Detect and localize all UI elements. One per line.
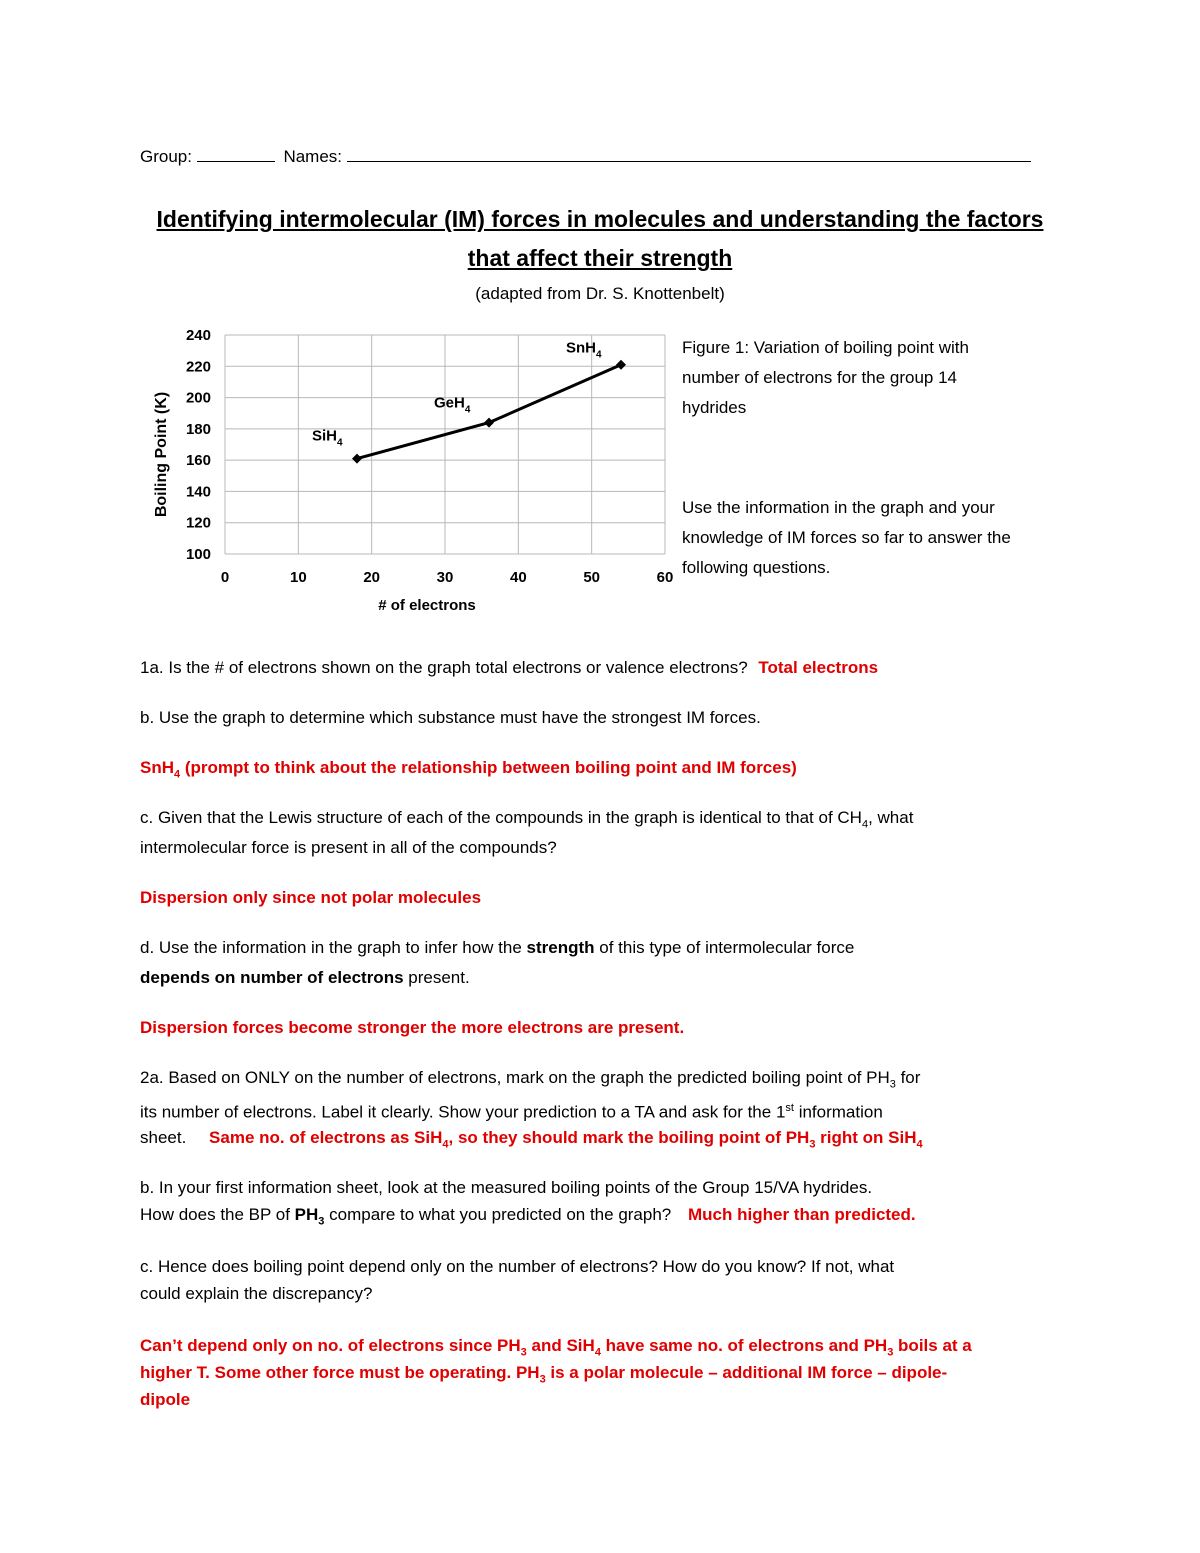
figure-caption-line1: Figure 1: Variation of boiling point with xyxy=(682,338,969,357)
question-2a: 2a. Based on ONLY on the number of electrons, mark on the graph the predicted boiling point of $PH_3$ for xyxy=(140,1068,921,1091)
question-2c-line2: could explain the discrepancy? xyxy=(140,1284,373,1303)
x-tick-label: 60 xyxy=(656,569,674,586)
x-tick-label: 10 xyxy=(289,569,307,586)
question-2c: c. Hence does boiling point depend only on the number of electrons? How do you know? If not, what xyxy=(140,1257,895,1276)
page-subtitle: (adapted from Dr. S. Knottenbelt) xyxy=(475,284,725,303)
x-axis-label: # of electrons xyxy=(378,597,476,614)
answer-1c: Dispersion only since not polar molecules xyxy=(140,888,482,907)
question-1d: d. Use the information in the graph to infer how the strength of this type of intermolecular force xyxy=(140,938,855,957)
page-title: Identifying intermolecular (IM) forces in molecules and understanding the factors xyxy=(156,206,1044,232)
y-tick-label: 200 xyxy=(185,389,211,407)
answer-1b: SnH$_4$ (prompt to think about the relationship between boiling point and IM forces) xyxy=(140,758,797,781)
y-tick-label: 240 xyxy=(185,327,211,344)
data-label: SnH$_4$ xyxy=(566,339,602,361)
question-1d-line2: depends on number of electrons present. xyxy=(140,968,470,987)
question-1b: b. Use the graph to determine which substance must have the strongest IM forces. xyxy=(140,708,761,727)
question-1a xyxy=(140,653,878,683)
series-line xyxy=(357,365,621,459)
y-tick-label: 140 xyxy=(185,483,211,501)
instruction-line2: knowledge of IM forces so far to answer the xyxy=(682,528,1011,547)
instruction-line3: following questions. xyxy=(682,558,831,577)
question-2a-line3: sheet. Same no. of electrons as SiH$_4$, so they should mark the boiling point of $PH_3$ right on SiH$_4$ xyxy=(140,1128,923,1151)
figure-caption-line2: number of electrons for the group 14 xyxy=(682,368,957,387)
y-tick-label: 220 xyxy=(185,358,211,376)
question-2b-line2: How does the BP of $PH_3$ compare to what you predicted on the graph? Much higher than predicted. xyxy=(140,1205,916,1228)
question-2a-line2: its number of electrons. Label it clearly. Show your prediction to a TA and ask for the 1st information xyxy=(140,1102,883,1122)
data-point xyxy=(484,418,494,428)
answer-1a: Total electrons xyxy=(758,658,879,677)
instruction-line1: Use the information in the graph and your xyxy=(682,498,995,517)
question-1c: c. Given that the Lewis structure of each of the compounds in the graph is identical to that of $CH_4$, what xyxy=(140,808,914,831)
question-1c-line2: intermolecular force is present in all of the compounds? xyxy=(140,838,557,857)
x-tick-label: 20 xyxy=(363,569,381,586)
boiling-point-chart xyxy=(140,318,674,623)
x-tick-label: 0 xyxy=(220,569,230,586)
figure-caption-line3: hydrides xyxy=(682,398,747,417)
x-tick-label: 40 xyxy=(509,569,527,586)
chart-svg xyxy=(140,318,674,623)
x-tick-label: 50 xyxy=(583,569,601,586)
group-field[interactable] xyxy=(197,143,275,162)
data-label: GeH$_4$ xyxy=(434,394,471,416)
answer-2c-line1: Can’t depend only on no. of electrons since $PH_3$ and SiH$_4$ have same no. of electrons and $PH_3$ boils at a xyxy=(140,1336,972,1359)
group-label: Group: xyxy=(140,147,192,166)
data-point xyxy=(352,454,362,464)
y-axis-label: Boiling Point (K) xyxy=(153,391,170,518)
page-title-line2: that affect their strength xyxy=(467,245,733,271)
answer-2b: Much higher than predicted. xyxy=(688,1205,916,1224)
y-tick-label: 100 xyxy=(185,546,211,563)
x-tick-label: 30 xyxy=(436,569,454,586)
names-label: Names: xyxy=(283,147,343,166)
header-line xyxy=(140,142,1031,172)
question-2b: b. In your first information sheet, look at the measured boiling points of the Group 15/VA hydrides. xyxy=(140,1178,873,1197)
answer-2c-line3: dipole xyxy=(140,1390,191,1409)
y-tick-label: 160 xyxy=(185,452,211,470)
y-tick-label: 120 xyxy=(185,514,211,532)
answer-2c-line2: higher T. Some other force must be operating. $PH_3$ is a polar molecule – additional IM force – dipole- xyxy=(140,1363,948,1386)
names-field[interactable] xyxy=(347,143,1031,162)
y-tick-label: 180 xyxy=(185,420,211,438)
data-point xyxy=(616,360,626,370)
answer-2a: Same no. of electrons as SiH$_4$, so they should mark the boiling point of $PH_3$ right on SiH$_4$ xyxy=(209,1128,923,1151)
data-label: SiH$_4$ xyxy=(312,427,343,449)
answer-1d: Dispersion forces become stronger the more electrons are present. xyxy=(140,1018,685,1037)
question-1a-text: 1a. Is the # of electrons shown on the graph total electrons or valence electrons? xyxy=(140,658,748,677)
